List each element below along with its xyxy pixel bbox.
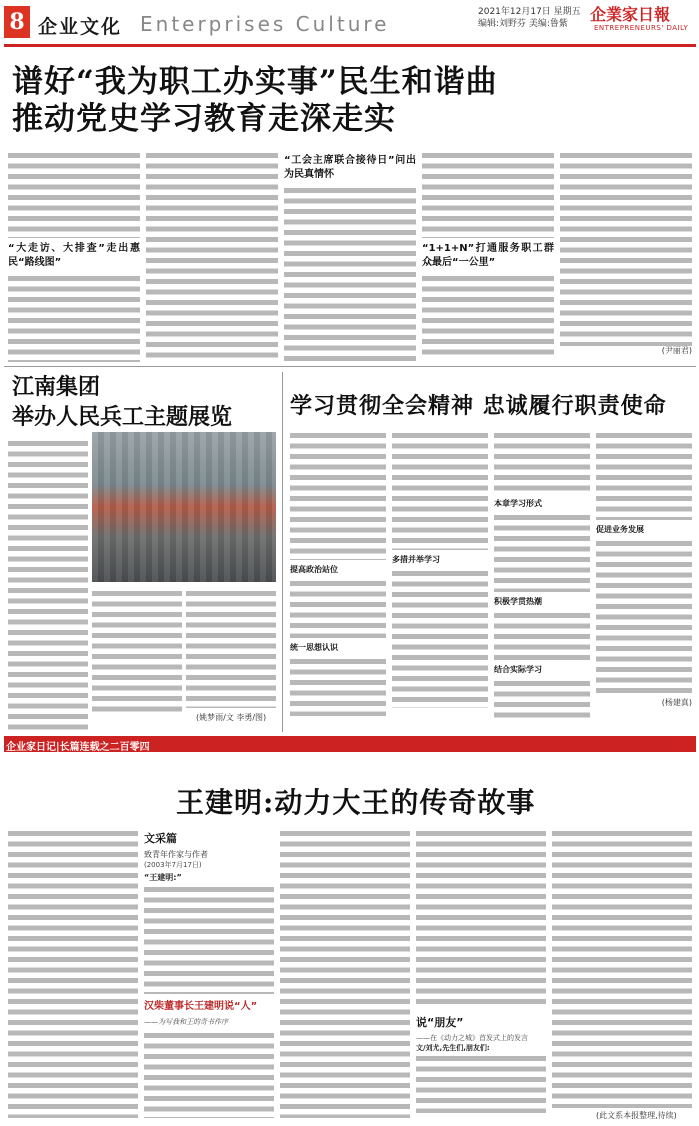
story3-subhead-7: 促进业务发展 [596, 525, 644, 534]
story2-col-3 [186, 588, 276, 708]
section-number: 8 [4, 6, 30, 38]
box-title: 汉柴董事长王建明说“人” [144, 1001, 258, 1012]
essay-subtitle: ——在《动力之城》首发式上的发言 [416, 1034, 528, 1042]
issue-editors: 编辑:刘野芬 美编:鲁紫 [478, 19, 568, 29]
main-col-2 [146, 150, 278, 362]
text-block [280, 828, 410, 1118]
box-subtitle: ——为写我和王的奇书作序 [144, 1018, 228, 1026]
text-block [8, 828, 138, 1118]
story3-subhead-6: 结合实际学习 [494, 665, 542, 674]
story4-col-5 [552, 828, 692, 1108]
text-block [290, 656, 386, 716]
main-subhead-2: “工会主席联合接待日”问出为民真情怀 [284, 155, 416, 180]
text-block [8, 273, 140, 362]
story4-footer-note: (此文系本报整理,待续) [596, 1111, 677, 1120]
text-block [560, 150, 692, 346]
story3-col-1 [290, 430, 386, 730]
story3-col-4 [596, 430, 692, 730]
story2-credit: (姚梦雨/文 李勇/图) [196, 713, 267, 722]
text-block [596, 538, 692, 698]
text-block [146, 150, 278, 362]
essay-byline: 文/刘尤,先生们,朋友们: [416, 1044, 490, 1052]
story3-col-3 [494, 430, 590, 730]
text-block [8, 438, 88, 730]
main-headline-line-2: 推动党史学习教育走深走实 [12, 101, 396, 137]
story4-col-1 [8, 828, 138, 1118]
story4-col-2 [144, 828, 274, 1118]
story3-subhead-5: 积极学贯热潮 [494, 597, 542, 606]
story4-col-3 [280, 828, 410, 1118]
text-block [290, 430, 386, 560]
story2-headline [12, 372, 232, 432]
divider [4, 366, 696, 367]
text-block [144, 1030, 274, 1118]
sidebar-subtitle: 致青年作家与作者 [144, 850, 208, 859]
text-block [596, 430, 692, 520]
sidebar-quote-title: “王建明:” [144, 873, 182, 882]
text-block [494, 430, 590, 494]
story2-headline-line-2: 举办人民兵工主题展览 [12, 404, 233, 430]
text-block [416, 1053, 546, 1113]
main-headline-line-1: 谱好“我为职工办实事”民生和谐曲 [12, 64, 498, 100]
sidebar-title: 文采篇 [144, 832, 177, 845]
main-col-4 [422, 150, 554, 362]
main-credit: (尹丽君) [661, 346, 692, 355]
divider [282, 372, 283, 732]
series-bar-label: 企业家日记|长篇连载之二百零四 [6, 742, 150, 753]
main-col-3 [284, 150, 416, 362]
issue-info [478, 6, 581, 30]
text-block [392, 430, 488, 550]
story4-headline: 王建明:动力大王的传奇故事 [176, 786, 536, 819]
section-title-en: Enterprises Culture [140, 12, 390, 36]
text-block [552, 828, 692, 1108]
story3-col-2 [392, 430, 488, 730]
text-block [8, 150, 140, 238]
story3-subhead-2: 统一思想认识 [290, 643, 338, 652]
text-block [392, 568, 488, 708]
text-block [422, 150, 554, 238]
newspaper-logo: 企業家日報 [590, 5, 671, 24]
story2-col-2 [92, 588, 182, 716]
exhibition-photo [92, 432, 276, 582]
story3-headline: 学习贯彻全会精神 忠诚履行职责使命 [290, 393, 667, 419]
text-block [144, 884, 274, 994]
story2-headline-line-1: 江南集团 [12, 374, 101, 400]
text-block [494, 610, 590, 660]
text-block [284, 185, 416, 362]
story3-credit: (杨建真) [661, 698, 692, 707]
story3-subhead-3: 多措并举学习 [392, 555, 440, 564]
header-rule [4, 44, 696, 47]
story3-subhead-4: 本章学习形式 [494, 499, 542, 508]
main-subhead-3: “1+1+N”打通服务职工群众最后“一公里” [422, 243, 554, 268]
issue-date: 2021年12月17日 星期五 [478, 7, 581, 17]
text-block [494, 512, 590, 592]
main-headline [12, 64, 498, 138]
main-subhead-1: “大走访、大排查”走出惠民“路线图” [8, 243, 140, 268]
story3-subhead-1: 提高政治站位 [290, 565, 338, 574]
main-col-1 [8, 150, 140, 362]
sidebar-date: (2003年7月17日) [144, 861, 202, 869]
text-block [290, 578, 386, 638]
story2-col-1 [8, 438, 88, 730]
main-col-5 [560, 150, 692, 362]
newspaper-logo-en: ENTREPRENEURS' DAILY [594, 24, 689, 32]
text-block [416, 828, 546, 1008]
text-block [186, 588, 276, 708]
text-block [422, 273, 554, 355]
story4-col-4 [416, 828, 546, 1118]
section-title-cn: 企业文化 [38, 16, 123, 38]
text-block [494, 678, 590, 718]
essay-title: 说“朋友” [416, 1016, 464, 1029]
page-header [0, 0, 699, 48]
text-block [92, 588, 182, 716]
